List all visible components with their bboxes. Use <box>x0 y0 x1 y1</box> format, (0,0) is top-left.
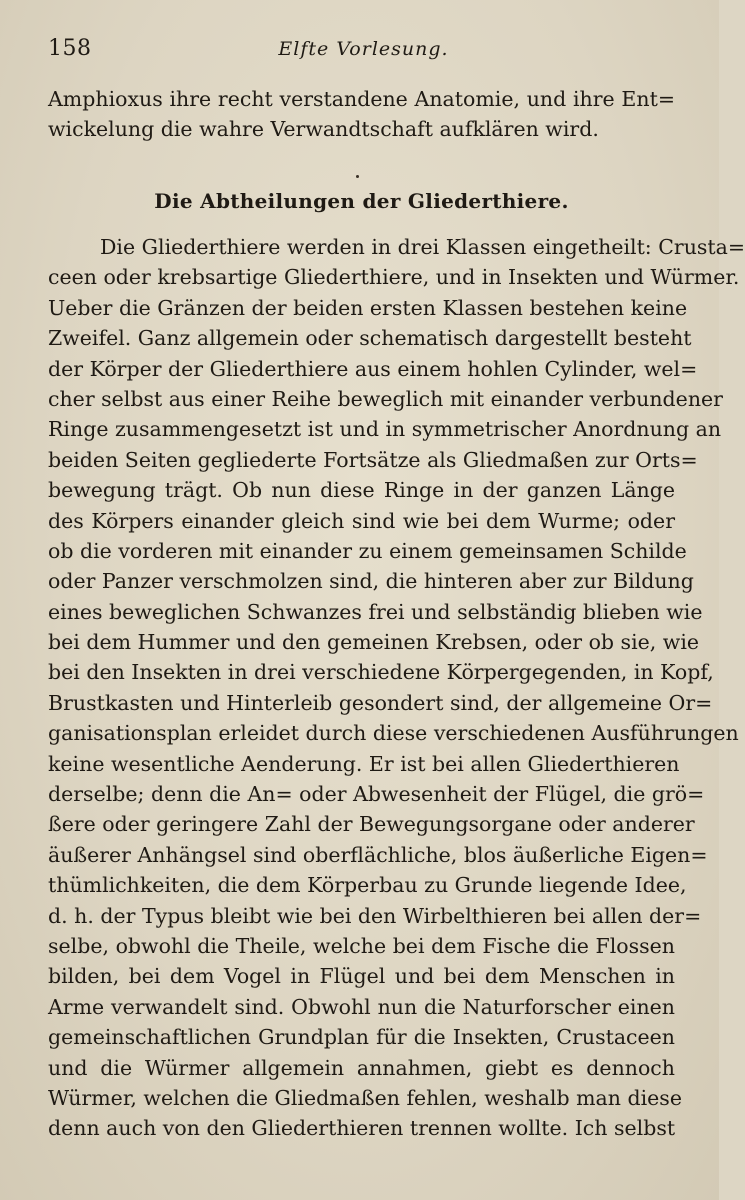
text-line: Brustkasten und Hinterleib gesondert sind, der allgemeine Or= <box>48 690 713 715</box>
page-header <box>48 36 679 64</box>
text-line: Arme verwandelt sind. Obwohl nun die Naturforscher einen <box>48 994 675 1019</box>
text-line: wickelung die wahre Verwandtschaft aufklären wird. <box>48 117 599 142</box>
text-line: beiden Seiten gegliederte Fortsätze als Gliedmaßen zur Orts= <box>48 447 698 472</box>
body-paragraph <box>48 232 745 1144</box>
text-line: bilden, bei dem Vogel in Flügel und bei dem Menschen in <box>48 964 675 989</box>
running-head: Elfte Vorlesung. <box>278 38 449 60</box>
text-line: ßere oder geringere Zahl der Bewegungsorgane oder anderer <box>48 812 695 837</box>
text-line: bei den Insekten in drei verschiedene Körpergegenden, in Kopf, <box>48 660 714 685</box>
section-heading: Die Abtheilungen der Gliederthiere. <box>154 189 569 213</box>
text-line: eines beweglichen Schwanzes frei und selbständig blieben wie <box>48 599 703 624</box>
text-line: keine wesentliche Aenderung. Er ist bei allen Gliederthieren <box>48 751 680 776</box>
text-line: ganisationsplan erleidet durch diese verschiedenen Ausführungen <box>48 721 739 746</box>
text-line: des Körpers einander gleich sind wie bei dem Wurme; oder <box>48 508 675 533</box>
text-line: gemeinschaftlichen Grundplan für die Insekten, Crustaceen <box>48 1025 675 1050</box>
text-line: denn auch von den Gliederthieren trennen wollte. Ich selbst <box>48 1116 676 1141</box>
text-line: selbe, obwohl die Theile, welche bei dem Fische die Flossen <box>48 933 675 958</box>
text-line: Ueber die Gränzen der beiden ersten Klassen bestehen keine <box>48 295 688 320</box>
text-line: thümlichkeiten, die dem Körperbau zu Grunde liegende Idee, <box>48 873 687 898</box>
text-line: Amphioxus ihre recht verstandene Anatomie, und ihre Ent= <box>48 87 675 111</box>
text-line: oder Panzer verschmolzen sind, die hinteren aber zur Bildung <box>48 569 694 594</box>
text-line: Ringe zusammengesetzt ist und in symmetrischer Anordnung an <box>48 417 722 442</box>
opening-paragraph <box>48 84 675 145</box>
text-line: Zweifel. Ganz allgemein oder schematisch dargestellt besteht <box>48 326 692 351</box>
text-line: und die Würmer allgemein annahmen, giebt es dennoch <box>48 1055 675 1080</box>
text-line: derselbe; denn die An= oder Abwesenheit der Flügel, die grö= <box>48 782 705 807</box>
text-line: bewegung trägt. Ob nun diese Ringe in der ganzen Länge <box>48 478 675 503</box>
section-dot-ornament <box>356 175 359 178</box>
text-line: Die Gliederthiere werden in drei Klassen eingetheilt: Crusta= <box>100 235 745 259</box>
text-line: der Körper der Gliederthiere aus einem hohlen Cylinder, wel= <box>48 356 698 381</box>
text-line: äußerer Anhängsel sind oberflächliche, blos äußerliche Eigen= <box>48 842 708 867</box>
text-line: ceen oder krebsartige Gliederthiere, und in Insekten und Würmer. <box>48 265 740 290</box>
page-number: 158 <box>48 36 92 61</box>
text-line: bei dem Hummer und den gemeinen Krebsen, oder ob sie, wie <box>48 630 700 655</box>
text-line: cher selbst aus einer Reihe beweglich mit einander verbundener <box>48 386 723 411</box>
text-line: Würmer, welchen die Gliedmaßen fehlen, weshalb man diese <box>48 1085 682 1110</box>
text-line: d. h. der Typus bleibt wie bei den Wirbelthieren bei allen der= <box>48 903 702 928</box>
text-line: ob die vorderen mit einander zu einem gemeinsamen Schilde <box>48 538 687 563</box>
